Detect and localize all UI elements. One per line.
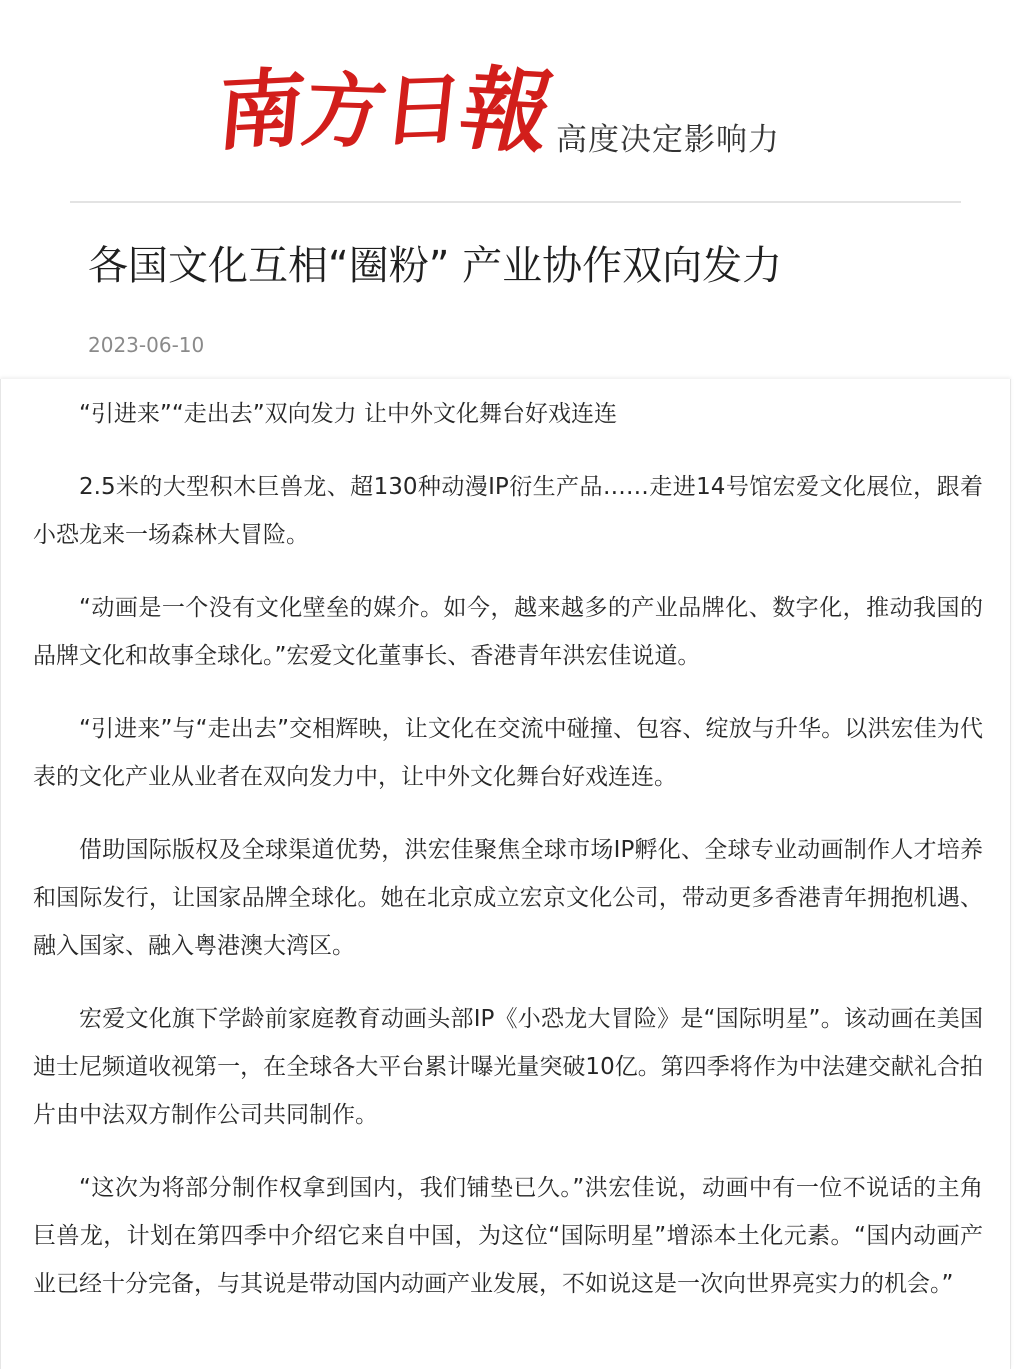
header-divider [70,201,961,203]
logo-char-nan: 南 [213,57,309,164]
masthead [0,0,1018,200]
article-body [33,390,983,1333]
publish-date: 2023-06-10 [88,333,205,357]
logo-char-bao: 報 [450,55,564,167]
article-paragraph: “这次为将部分制作权拿到国内，我们铺垫已久。”洪宏佳说，动画中有一位不说话的主角巨兽龙，计划在第四季中介绍它来自中国，为这位“国际明星”增添本土化元素。“国内动画产业已经十分完备，与其说是带动国内动画产业发展，不如说这是一次向世界亮实力的机会。” [33,1175,983,1297]
article-paragraph: “动画是一个没有文化壁垒的媒介。如今，越来越多的产业品牌化、数字化，推动我国的品牌文化和故事全球化。”宏爱文化董事长、香港青年洪宏佳说道。 [33,595,983,669]
article-paragraph: 2.5米的大型积木巨兽龙、超130种动漫IP衍生产品……走进14号馆宏爱文化展位，跟着小恐龙来一场森林大冒险。 [33,474,983,548]
newspaper-logo[interactable] [213,52,564,170]
masthead-slogan: 高度决定影响力 [556,122,780,158]
article-paragraph: “引进来”“走出去”双向发力 让中外文化舞台好戏连连 [79,401,617,427]
logo-char-fang: 方 [294,62,394,160]
article-title: 各国文化互相“圈粉” 产业协作双向发力 [88,243,783,289]
article-paragraph: “引进来”与“走出去”交相辉映，让文化在交流中碰撞、包容、绽放与升华。以洪宏佳为代表的文化产业从业者在双向发力中，让中外文化舞台好戏连连。 [33,716,983,790]
article-paragraph: 借助国际版权及全球渠道优势，洪宏佳聚焦全球市场IP孵化、全球专业动画制作人才培养和国际发行，让国家品牌全球化。她在北京成立宏京文化公司，带动更多香港青年拥抱机遇、融入国家、融入粤港澳大湾区。 [33,837,983,959]
logo-char-ri: 日 [379,63,468,158]
article-paragraph: 宏爱文化旗下学龄前家庭教育动画头部IP《小恐龙大冒险》是“国际明星”。该动画在美国迪士尼频道收视第一，在全球各大平台累计曝光量突破10亿。第四季将作为中法建交献礼合拍片由中法双方制作公司共同制作。 [33,1006,983,1128]
